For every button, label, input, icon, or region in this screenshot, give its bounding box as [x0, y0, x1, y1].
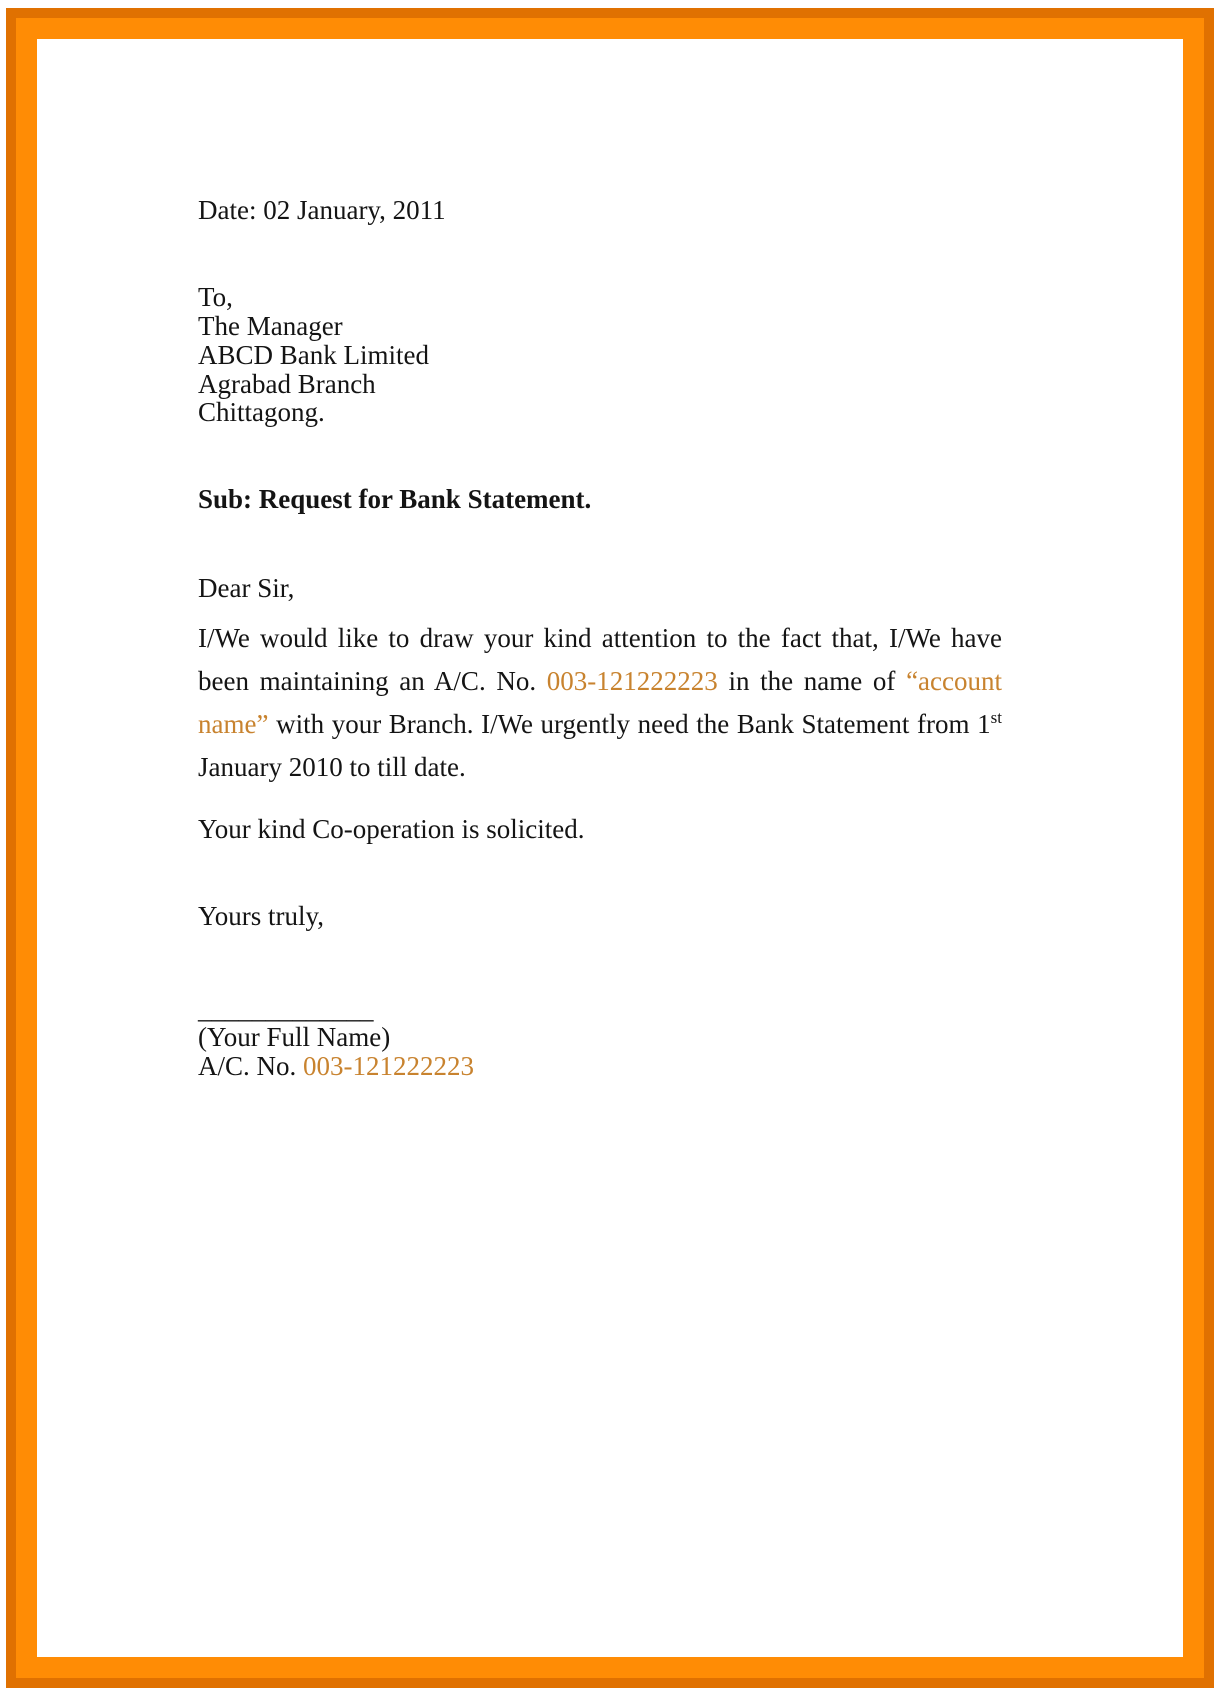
account-name-placeholder: “account name” [198, 666, 1002, 739]
recipient-salute: To, [198, 281, 233, 312]
recipient-bank: ABCD Bank Limited [198, 339, 429, 370]
body-text-segment: I/We would like to draw your kind attention to the fact that, I/We have been maintaining an A/C. No. [198, 623, 1002, 696]
signature-rule: _____________ [198, 993, 374, 1024]
date-line: Date: 02 January, 2011 [198, 195, 446, 225]
body-text-segment: in the name of [717, 666, 907, 696]
salutation: Dear Sir, [198, 573, 295, 604]
body-text-segment: with your Branch. I/We urgently need the Bank Statement from 1 [268, 709, 991, 739]
recipient-city: Chittagong. [198, 397, 325, 428]
signature-account-number: 003-121222223 [303, 1050, 475, 1081]
recipient-title: The Manager [198, 310, 343, 341]
signature-block [198, 995, 1002, 1081]
cooperation-line: Your kind Co-operation is solicited. [198, 814, 585, 844]
closing-line: Yours truly, [198, 900, 325, 931]
body-paragraph-main [198, 617, 1002, 789]
letter-document [198, 196, 1002, 1081]
ordinal-suffix: st [990, 708, 1002, 727]
signature-account-label: A/C. No. [198, 1050, 304, 1081]
signature-account-line [198, 1052, 1002, 1081]
recipient-address-block [198, 283, 1002, 427]
signature-name-placeholder: (Your Full Name) [198, 1022, 391, 1053]
recipient-branch: Agrabad Branch [198, 368, 376, 399]
account-number-inline: 003-121222223 [546, 666, 718, 696]
body-text-segment: January 2010 to till date. [198, 752, 466, 782]
subject-line: Sub: Request for Bank Statement. [198, 484, 592, 515]
